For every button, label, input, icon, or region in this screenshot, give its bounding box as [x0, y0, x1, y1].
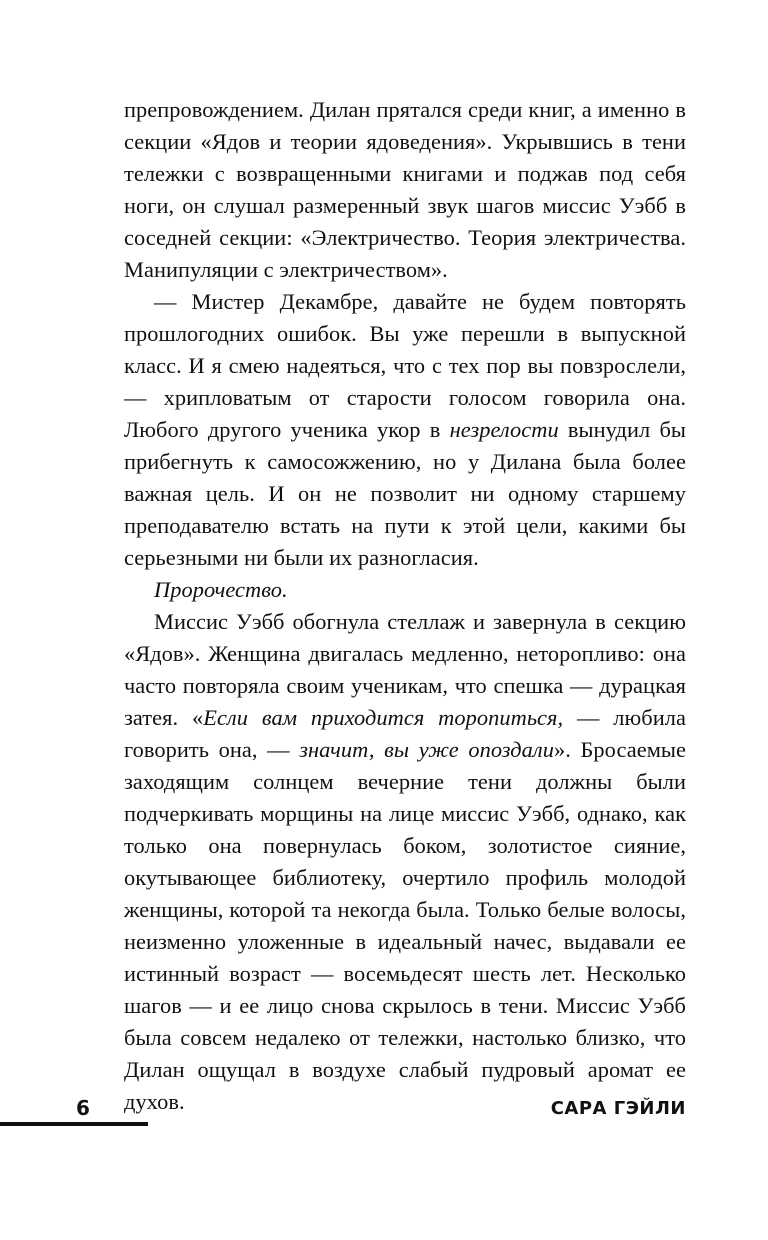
body-text — [124, 94, 686, 1118]
page-number: 6 — [76, 1096, 90, 1120]
footer-rule — [0, 1122, 148, 1126]
paragraph-2-text-a: — Мистер Декамбре, давайте не будем повторять прошлогодних ошибок. Вы уже перешли в выпускной класс. И я смею надеяться, что с тех пор вы повзрослели, — хрипловатым от старости голосом говорила она. Любого другого ученика укор в — [124, 289, 686, 442]
paragraph-4-italic-a: Если вам приходится торопиться, — [203, 705, 564, 730]
paragraph-4-text-b: — любила говорить она, — — [124, 705, 686, 762]
paragraph-4-text-c: ». Бросаемые заходящим солнцем вечерние тени должны были подчеркивать морщины на лице миссис Уэбб, однако, как только она повернулась боком, золотистое сияние, окутывающее библиотеку, очертило профиль молодой женщины, которой та некогда была. Только белые волосы, неизменно уложенные в идеальный начес, выдавали ее истинный возраст — восемьдесят шесть лет. Несколько шагов — и ее лицо снова скрылось в тени. Миссис Уэбб была совсем недалеко от тележки, настолько близко, что Дилан ощущал в воздухе слабый пудровый аромат ее духов. — [124, 737, 686, 1114]
paragraph-4 — [124, 606, 686, 1118]
paragraph-2-italic: незрелости — [449, 417, 559, 442]
paragraph-4-italic-b: значит, вы уже опоздали — [299, 737, 554, 762]
paragraph-2-text-b: вынудил бы прибегнуть к самосожжению, но у Дилана была более важная цель. И он не позволит ни одному старшему преподавателю встать на пути к этой цели, какими бы серьезными ни были их разногласия. — [124, 417, 686, 570]
paragraph-1-text: препровождением. Дилан прятался среди книг, а именно в секции «Ядов и теории ядоведения». Укрывшись в тени тележки с возвращенными книгами и поджав под себя ноги, он слушал размеренный звук шагов миссис Уэбб в соседней секции: «Электричество. Теория электричества. Манипуляции с электричеством». — [124, 97, 686, 282]
paragraph-4-text-a: Миссис Уэбб обогнула стеллаж и завернула в секцию «Ядов». Женщина двигалась медленно, неторопливо: она часто повторяла своим ученикам, что спешка — дурацкая затея. « — [124, 609, 686, 730]
running-head-author: САРА ГЭЙЛИ — [550, 1098, 686, 1119]
paragraph-1 — [124, 94, 686, 286]
paragraph-2 — [124, 286, 686, 574]
paragraph-3 — [124, 574, 686, 606]
paragraph-3-italic: Пророчество. — [154, 577, 288, 602]
